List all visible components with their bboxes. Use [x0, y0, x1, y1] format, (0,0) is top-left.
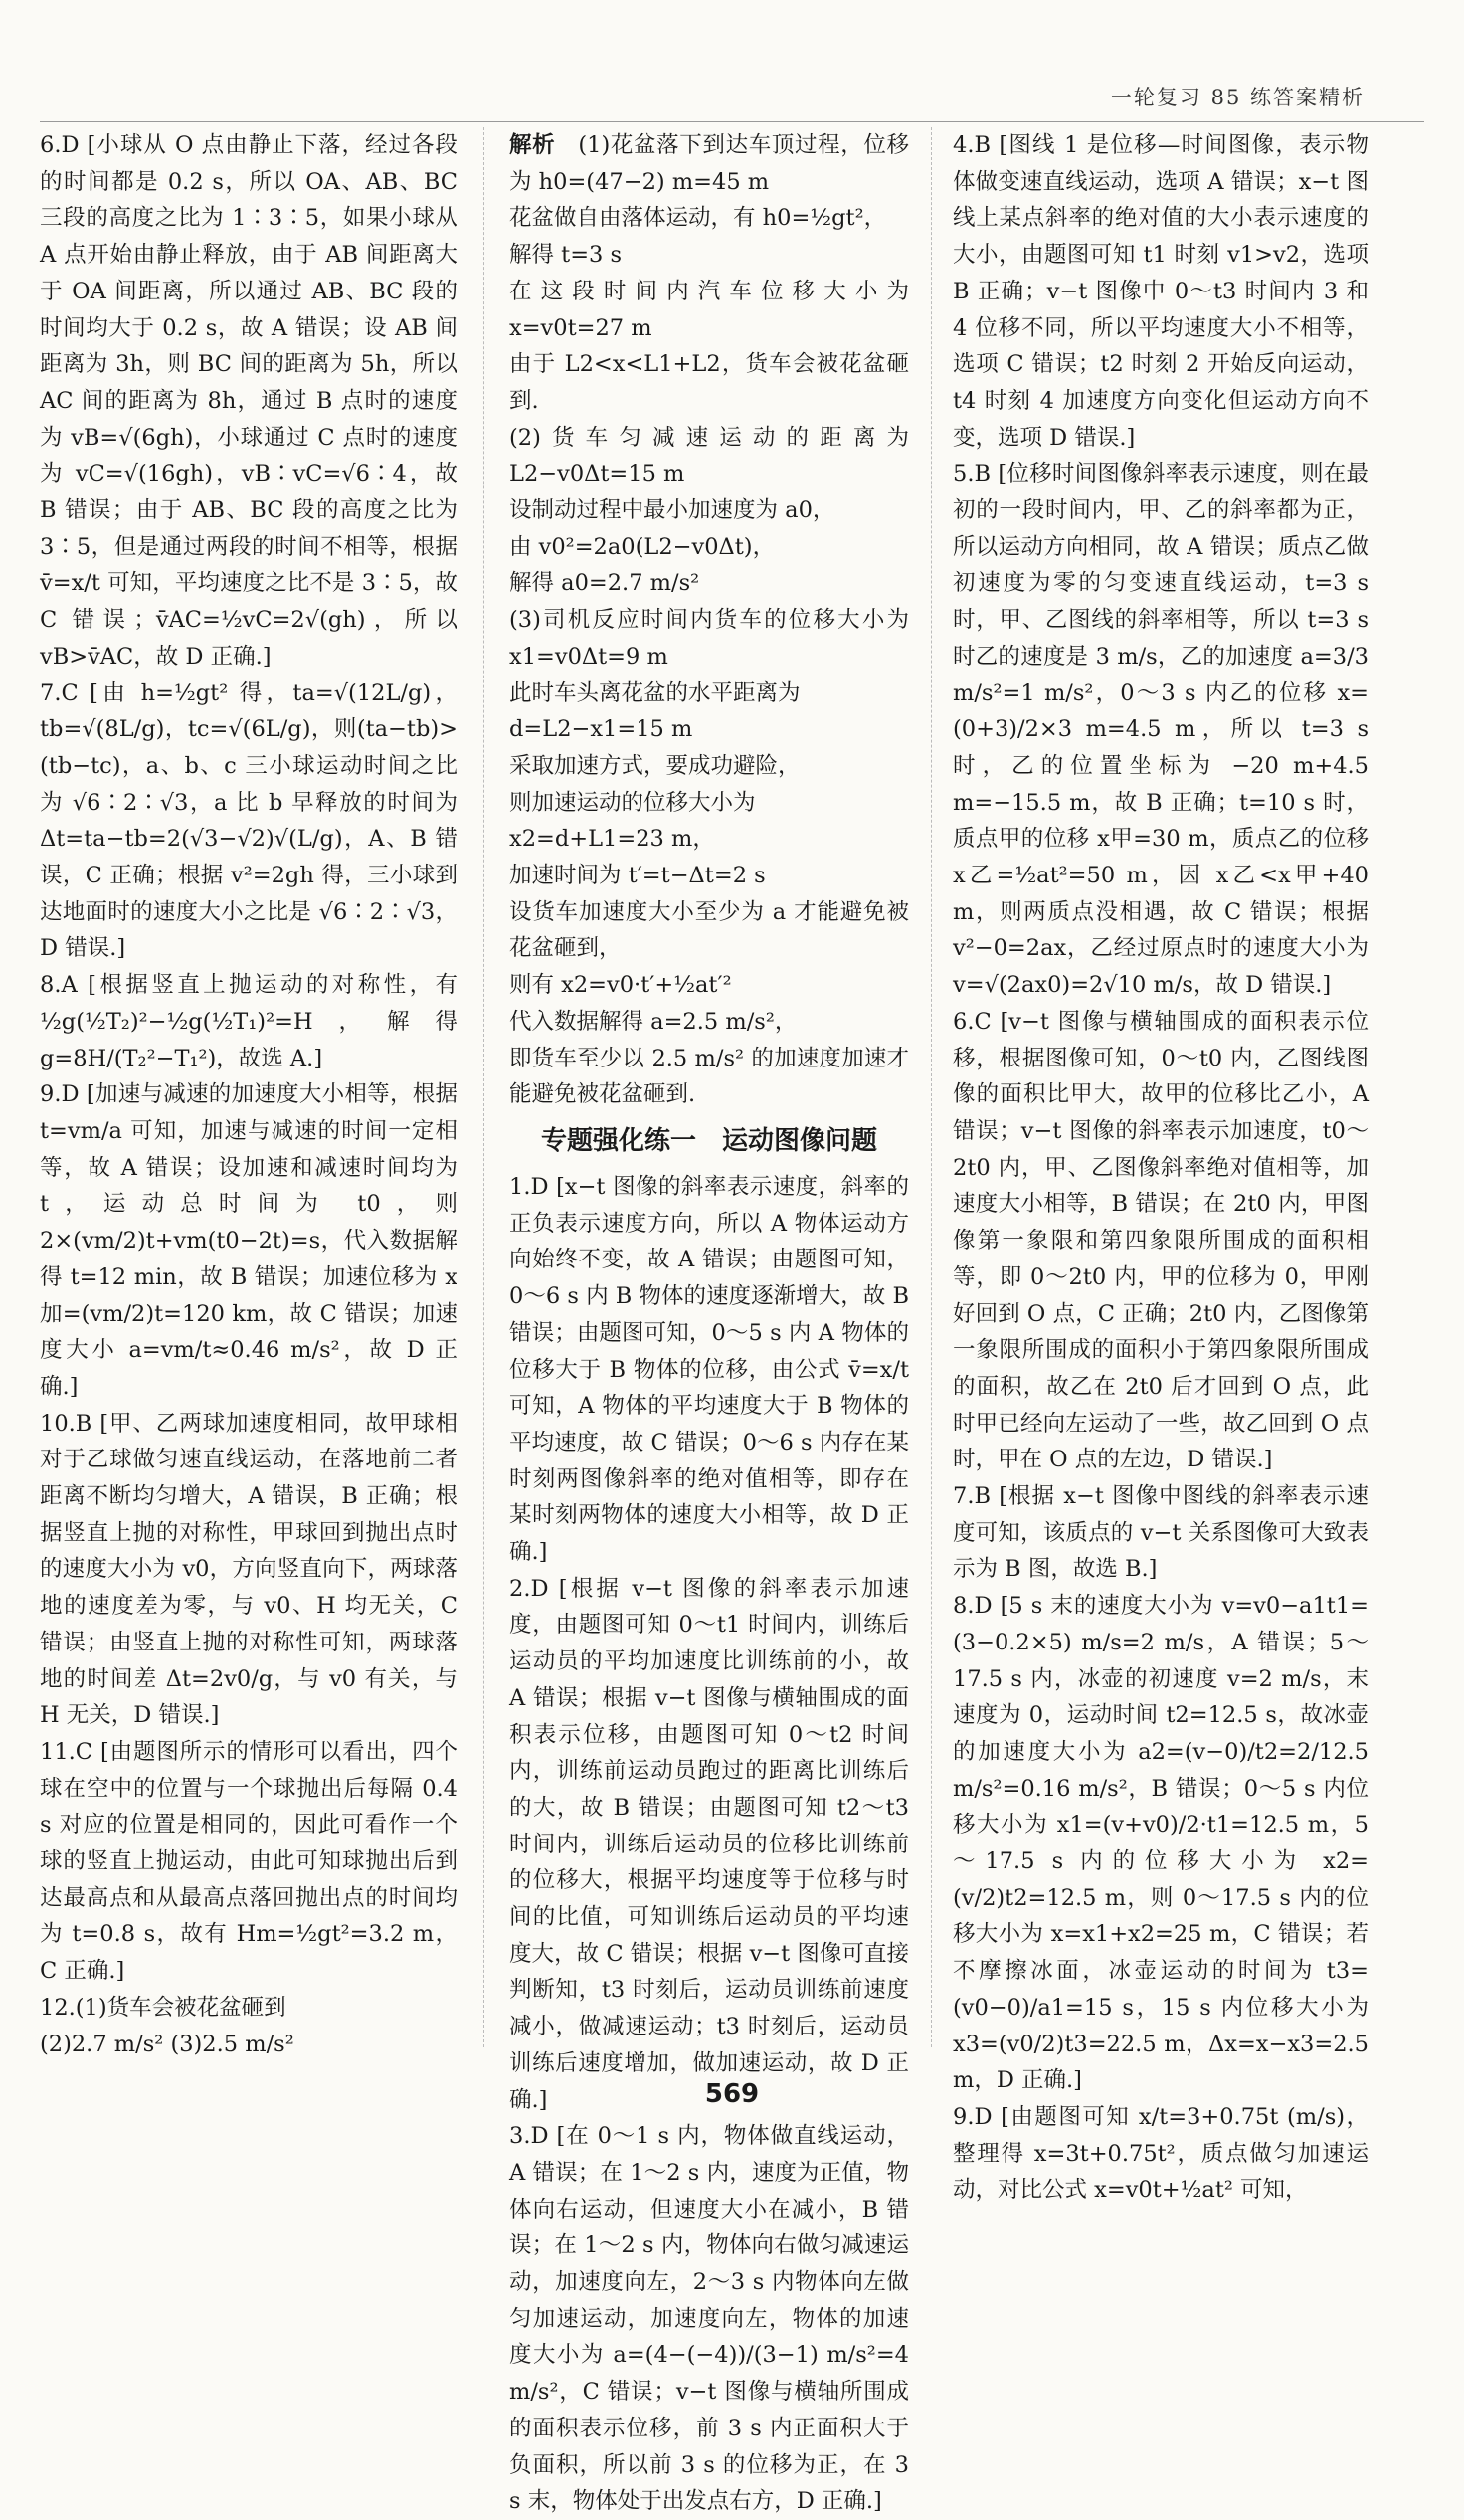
practice-answer-9: 9.D [由题图可知 x/t=3+0.75t (m/s)，整理得 x=3t+0.75t²，质点做匀加速运动，对比公式 x=v0t+½at² 可知，	[953, 2103, 1369, 2204]
analysis-block	[509, 127, 909, 1113]
practice-answer-8: 8.D [5 s 末的速度大小为 v=v0−a1t1=(3−0.2×5) m/s=2 m/s，A 错误；5～17.5 s 内，冰壶的初速度 v=2 m/s，末速度为 0，运动时间 t2=12.5 s，故冰壶的加速度大小为 a2=(v−0)/t2=2/12.5 m/s²=0.16 m/s²，B 错误；0～5 s 内位移大小为 x1=(v+v0)/2·t1=12.5 m，5～17.5 s 内的位移大小为 x2=(v/2)t2=12.5 m，则 0～17.5 s 内的位移大小为 x=x1+x2=25 m，C 错误；若不摩擦冰面，冰壶运动的时间为 t3=(v0−0)/a1=15 s，15 s 内位移大小为 x3=(v0/2)t3=22.5 m，Δx=x−x3=2.5 m，D 正确.]	[953, 1593, 1369, 2094]
column-divider	[931, 127, 932, 2047]
practice-answer-2: 2.D [根据 v−t 图像的斜率表示加速度，由题图可知 0～t1 时间内，训练后运动员的平均加速度比训练前的小，故 A 错误；根据 v−t 图像与横轴围成的面积表示位移，由题图可知 0～t2 时间内，训练前运动员跑过的距离比训练后的大，故 B 错误；由题图可知 t2～t3 时间内，训练后运动员的位移比训练前的位移大，根据平均速度等于位移与时间的比值，可知训练后运动员的平均速度大，故 C 错误；根据 v−t 图像可直接判断知，t3 时刻后，运动员训练前速度减小，做减速运动；t3 时刻后，运动员训练后速度增加，做加速运动，故 D 正确.]	[509, 1575, 909, 2113]
answer-12: 12.(1)货车会被花盆砸到 (2)2.7 m/s² (3)2.5 m/s²	[40, 1994, 294, 2057]
practice-answer-7: 7.B [根据 x−t 图像中图线的斜率表示速度可知，该质点的 v−t 关系图像可大致表示为 B 图，故选 B.]	[953, 1483, 1369, 1583]
answer-6: 6.D [小球从 O 点由静止下落，经过各段的时间都是 0.2 s，所以 OA、AB、BC 三段的高度之比为 1∶3∶5，如果小球从 A 点开始由静止释放，由于 AB 间距离大于 OA 间距离，所以通过 AB、BC 段的时间均大于 0.2 s，故 A 错误；设 AB 间距离为 3h，则 BC 间的距离为 5h，所以 AC 间的距离为 8h，通过 B 点时的速度为 vB=√(6gh)，小球通过 C 点时的速度为 vC=√(16gh)，vB∶vC=√6∶4，故 B 错误；由于 AB、BC 段的高度之比为 3∶5，但是通过两段的时间不相等，根据 v̄=x/t 可知，平均速度之比不是 3∶5，故 C 错误；v̄AC=½vC=2√(gh)，所以 vB>v̄AC，故 D 正确.]	[40, 132, 458, 670]
answer-7: 7.C [由 h=½gt² 得，ta=√(12L/g)，tb=√(8L/g)，tc=√(6L/g)，则(ta−tb)>(tb−tc)，a、b、c 三小球运动时间之比为 √6∶2∶√3，a 比 b 早释放的时间为 Δt=ta−tb=2(√3−√2)√(L/g)，A、B 错误，C 正确；根据 v²=2gh 得，三小球到达地面时的速度大小之比是 √6∶2∶√3，D 错误.]	[40, 679, 458, 962]
practice-answer-6: 6.C [v−t 图像与横轴围成的面积表示位移，根据图像可知，0～t0 内，乙图线图像的面积比甲大，故甲的位移比乙小，A 错误；v−t 图像的斜率表示加速度，t0～2t0 内，甲、乙图像斜率绝对值相等，加速度大小相等，B 错误；在 2t0 内，甲图像第一象限和第四象限所围成的面积相等，即 0～2t0 内，甲的位移为 0，甲刚好回到 O 点，C 正确；2t0 内，乙图像第一象限所围成的面积小于第四象限所围成的面积，故乙在 2t0 后才回到 O 点，此时甲已经向左运动了一些，故乙回到 O 点时，甲在 O 点的左边，D 错误.]	[953, 1008, 1369, 1473]
section-title: 专题强化练一 运动图像问题	[540, 1125, 877, 1156]
page-header: 一轮复习 85 练答案精析	[1110, 86, 1365, 109]
analysis-label: 解析	[509, 132, 556, 158]
answer-8: 8.A [根据竖直上抛运动的对称性，有 ½g(½T₂)²−½g(½T₁)²=H，解得 g=8H/(T₂²−T₁²)，故选 A.]	[40, 972, 458, 1071]
answer-10: 10.B [甲、乙两球加速度相同，故甲球相对于乙球做匀速直线运动，在落地前二者距离不断均匀增大，A 错误，B 正确；根据竖直上抛的对称性，甲球回到抛出点时的速度大小为 v0，方向竖直向下，两球落地的速度差为零，与 v0、H 均无关，C 错误；由竖直上抛的对称性可知，两球落地的时间差 Δt=2v0/g，与 v0 有关，与 H 无关，D 错误.]	[40, 1410, 458, 1729]
analysis-text: (1)花盆落下到达车顶过程，位移为 h0=(47−2) m=45 m 花盆做自由落体运动，有 h0=½gt²， 解得 t=3 s 在这段时间内汽车位移大小为 x=v0t=27 m 由于 L2<x<L1+L2，货车会被花盆砸到. (2)货车匀减速运动的距离为 L2−v0Δt=15 m 设制动过程中最小加速度为 a0， 由 v0²=2a0(L2−v0Δt)， 解得 a0=2.7 m/s² (3)司机反应时间内货车的位移大小为 x1=v0Δt=9 m 此时车头离花盆的水平距离为 d=L2−x1=15 m 采取加速方式，要成功避险， 则加速运动的位移大小为 x2=d+L1=23 m， 加速时间为 t′=t−Δt=2 s 设货车加速度大小至少为 a 才能避免被花盆砸到， 则有 x2=v0·t′+½at′² 代入数据解得 a=2.5 m/s²， 即货车至少以 2.5 m/s² 的加速度加速才能避免被花盆砸到.	[509, 132, 909, 1108]
practice-answer-3: 3.D [在 0～1 s 内，物体做直线运动，A 错误；在 1～2 s 内，速度为正值，物体向右运动，但速度大小在减小，B 错误；在 1～2 s 内，物体向右做匀减速运动，加速度向左，2～3 s 内物体向左做匀加速运动，加速度向左，物体的加速度大小为 a=(4−(−4))/(3−1) m/s²=4 m/s²，C 错误；v−t 图像与横轴所围成的面积表示位移，前 3 s 内正面积大于负面积，所以前 3 s 的位移为正，在 3 s 末，物体处于出发点右方，D 正确.]	[509, 2123, 909, 2515]
column-left	[40, 127, 458, 2057]
practice-answer-1: 1.D [x−t 图像的斜率表示速度，斜率的正负表示速度方向，所以 A 物体运动方向始终不变，故 A 错误；由题图可知，0～6 s 内 B 物体的速度逐渐增大，故 B 错误；由题图可知，0～5 s 内 A 物体的位移大于 B 物体的位移，由公式 v̄=x/t 可知，A 物体的平均速度大于 B 物体的平均速度，故 C 错误；0～6 s 内存在某时刻两图像斜率的绝对值相等，即存在某时刻两物体的速度大小相等，故 D 正确.]	[509, 1173, 909, 1566]
answer-11: 11.C [由题图所示的情形可以看出，四个球在空中的位置与一个球抛出后每隔 0.4 s 对应的位置是相同的，因此可看作一个球的竖直上抛运动，由此可知球抛出后到达最高点和从最高点落回抛出点的时间均为 t=0.8 s，故有 Hm=½gt²=3.2 m，C 正确.]	[40, 1738, 458, 1985]
page-number: 569	[704, 2079, 760, 2109]
column-divider	[483, 127, 484, 2047]
answer-9: 9.D [加速与减速的加速度大小相等，根据 t=vm/a 可知，加速与减速的时间一定相等，故 A 错误；设加速和减速时间均为 t，运动总时间为 t0，则 2×(vm/2)t+vm(t0−2t)=s，代入数据解得 t=12 min，故 B 错误；加速位移为 x加=(vm/2)t=120 km，故 C 错误；加速度大小 a=vm/t≈0.46 m/s²，故 D 正确.]	[40, 1081, 458, 1400]
column-right	[953, 127, 1369, 2204]
header-rule	[40, 121, 1424, 122]
practice-answer-4: 4.B [图线 1 是位移—时间图像，表示物体做变速直线运动，选项 A 错误；x−t 图线上某点斜率的绝对值的大小表示速度的大小，由题图可知 t1 时刻 v1>v2，选项 B 正确；v−t 图像中 0～t3 时间内 3 和 4 位移不同，所以平均速度大小不相等，选项 C 错误；t2 时刻 2 开始反向运动，t4 时刻 4 加速度方向变化但运动方向不变，选项 D 错误.]	[953, 132, 1369, 451]
practice-answer-5: 5.B [位移时间图像斜率表示速度，则在最初的一段时间内，甲、乙的斜率都为正，所以运动方向相同，故 A 错误；质点乙做初速度为零的匀变速直线运动，t=3 s 时，甲、乙图线的斜率相等，所以 t=3 s 时乙的速度是 3 m/s，乙的加速度 a=3/3 m/s²=1 m/s²，0～3 s 内乙的位移 x=(0+3)/2×3 m=4.5 m，所以 t=3 s 时，乙的位置坐标为 −20 m+4.5 m=−15.5 m，故 B 正确；t=10 s 时，质点甲的位移 x甲=30 m，质点乙的位移 x乙=½at²=50 m，因 x乙<x甲+40 m，则两质点没相遇，故 C 错误；根据 v²−0=2ax，乙经过原点时的速度大小为 v=√(2ax0)=2√10 m/s，故 D 错误.]	[953, 461, 1369, 999]
